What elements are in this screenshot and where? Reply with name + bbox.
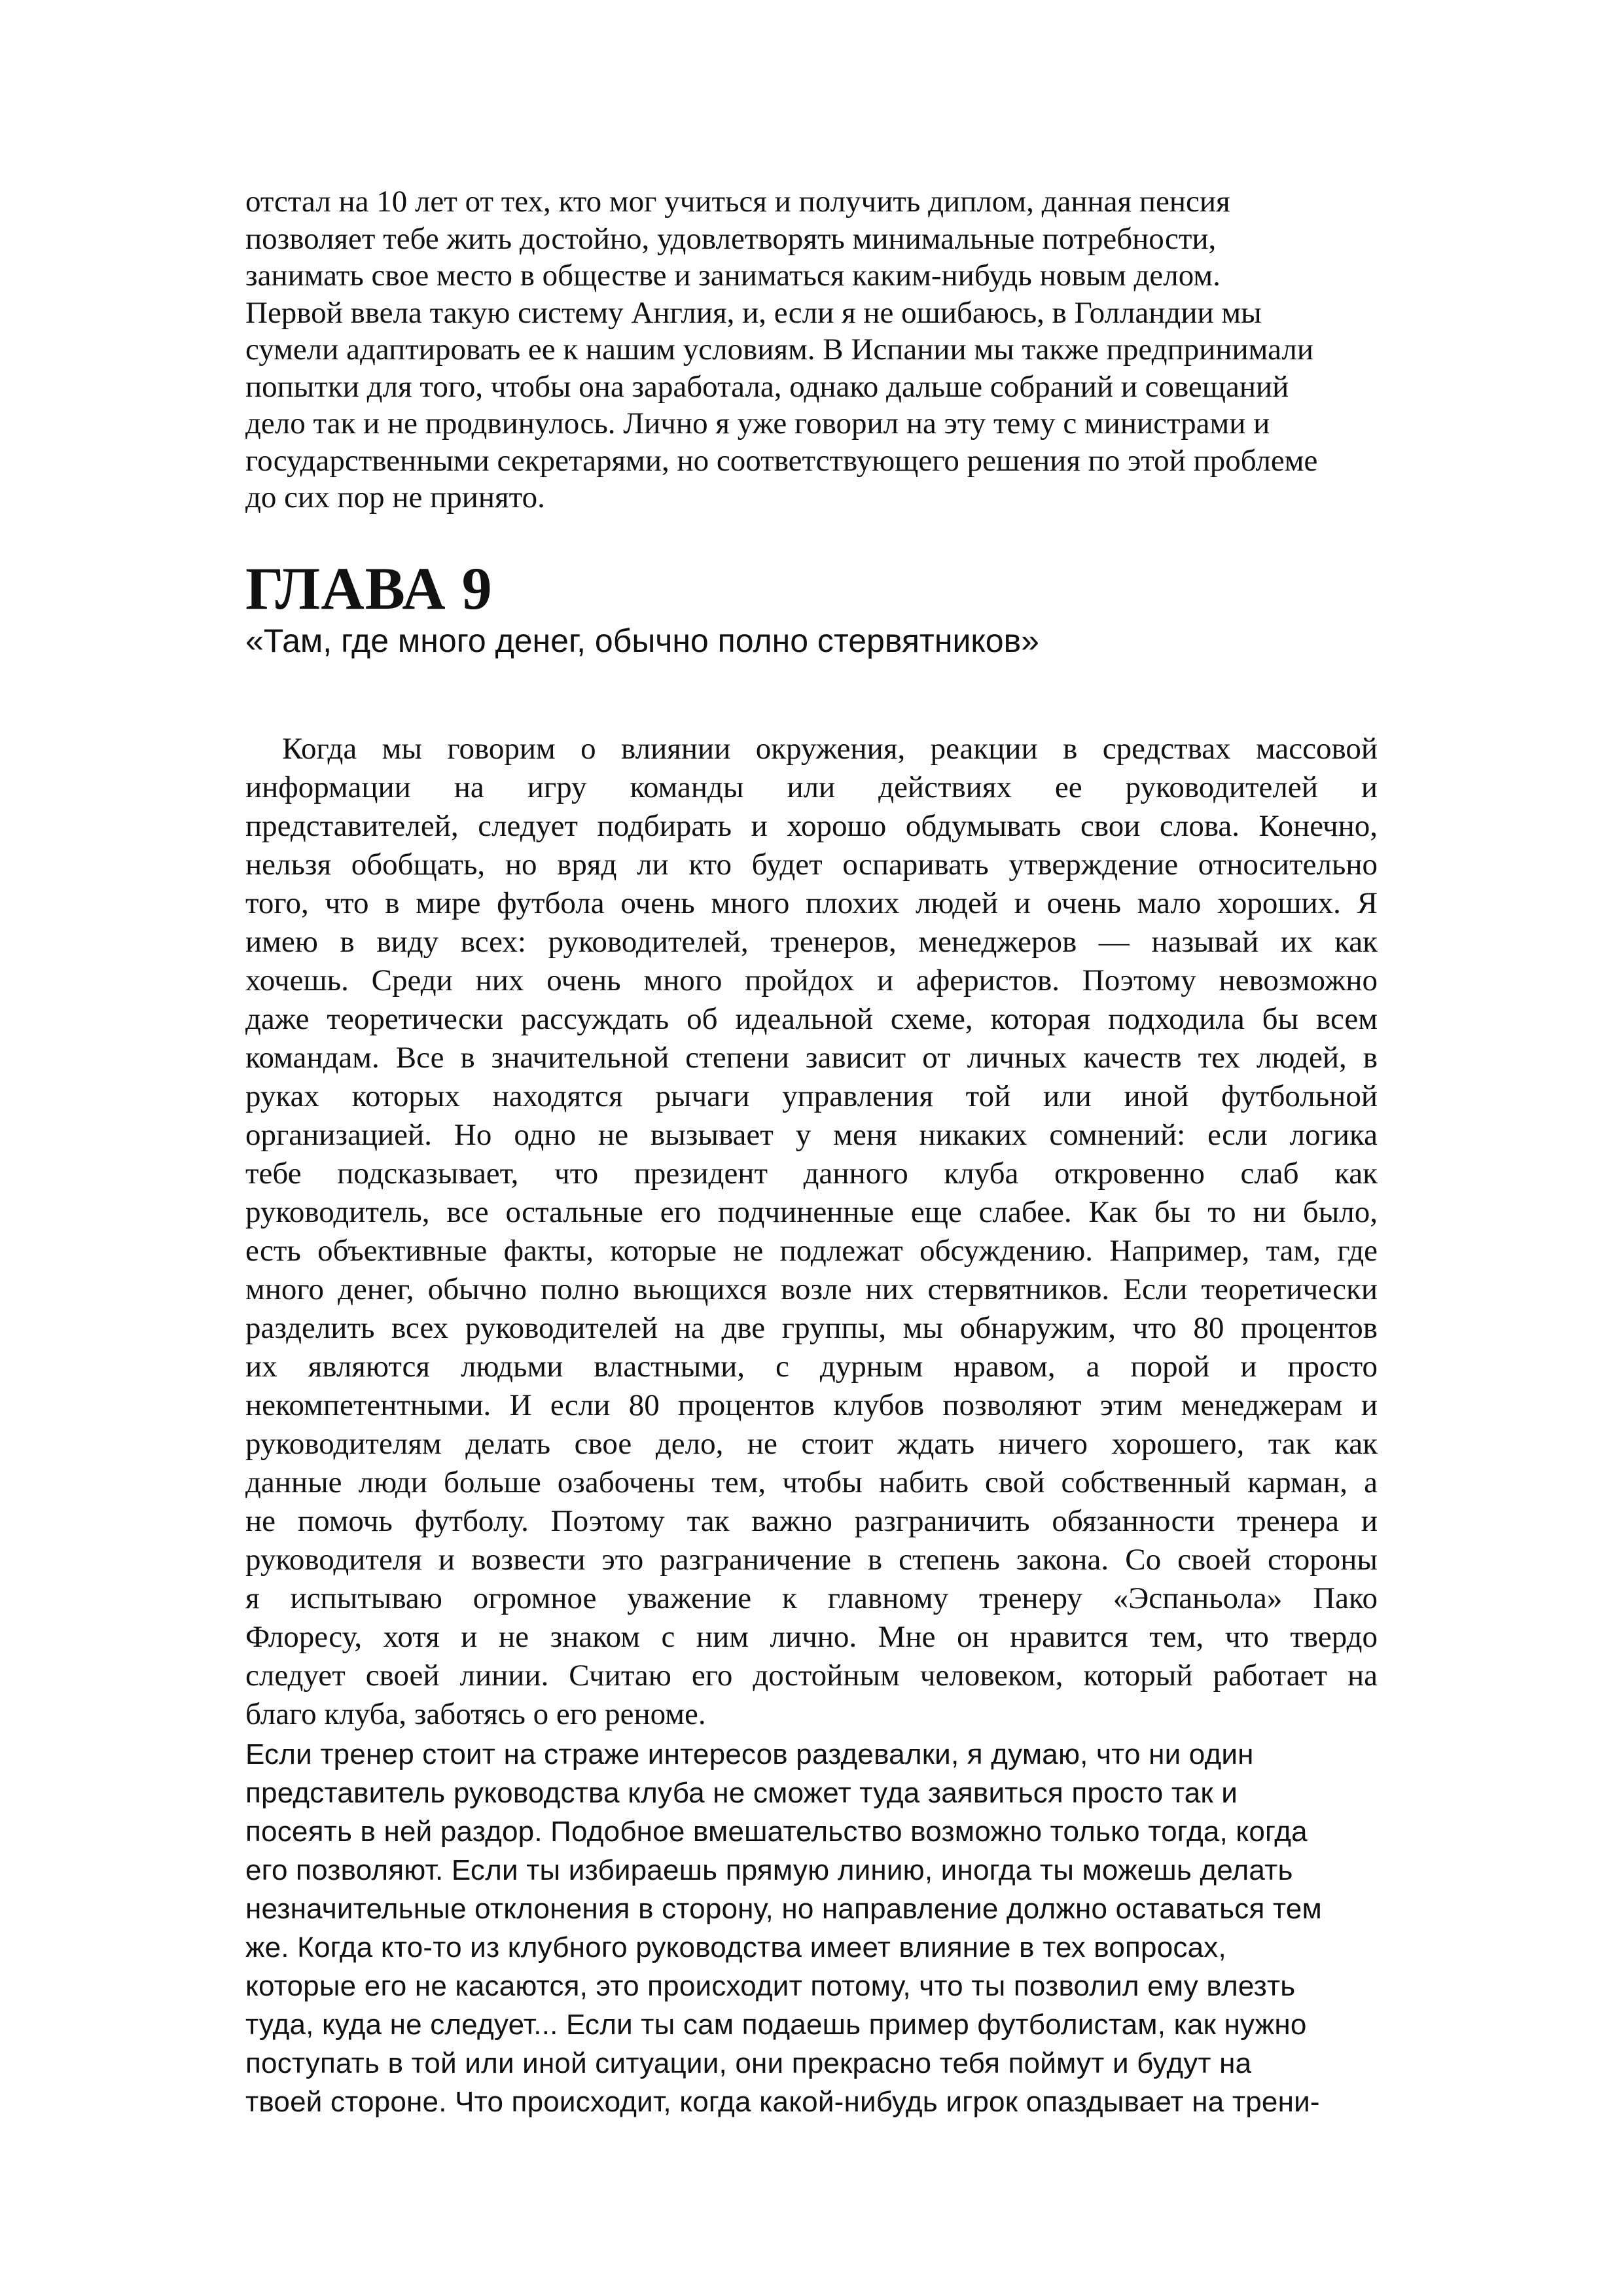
text-line: командам. Все в значительной степени зависит от личных качеств тех людей, в	[245, 1040, 1378, 1075]
text-line: твоей стороне. Что происходит, когда какой-нибудь игрок опаздывает на трени-	[245, 2085, 1320, 2118]
text-line: следует своей линии. Считаю его достойным человеком, который работает на	[245, 1658, 1378, 1693]
text-line: Когда мы говорим о влиянии окружения, реакции в средствах массовой	[282, 731, 1378, 766]
body-paragraph	[245, 730, 1378, 1734]
text-line: дело так и не продвинулось. Лично я уже говорил на эту тему с министрами и	[245, 406, 1270, 440]
text-line: информации на игру команды или действиях ее руководителей и	[245, 770, 1378, 804]
chapter-heading: ГЛАВА 9	[245, 554, 493, 622]
text-line: государственными секретарями, но соответствующего решения по этой проблеме	[245, 443, 1318, 478]
text-line: их являются людьми властными, с дурным нравом, а порой и просто	[245, 1349, 1378, 1384]
text-line: же. Когда кто-то из клубного руководства имеет влияние в тех вопросах,	[245, 1931, 1226, 1964]
text-line: организацией. Но одно не вызывает у меня никаких сомнений: если логика	[245, 1117, 1378, 1152]
text-line: представитель руководства клуба не сможет туда заявиться просто так и	[245, 1776, 1238, 1809]
text-line: руководитель, все остальные его подчиненные еще слабее. Как бы то ни было,	[245, 1194, 1378, 1229]
text-line: его позволяют. Если ты избираешь прямую линию, иногда ты можешь делать	[245, 1854, 1293, 1886]
text-line: руководителя и возвести это разграничение в степень закона. Со своей стороны	[245, 1542, 1378, 1577]
text-line: даже теоретически рассуждать об идеальной схеме, которая подходила бы всем	[245, 1001, 1378, 1036]
text-line: хочешь. Среди них очень много пройдох и аферистов. Поэтому невозможно	[245, 963, 1378, 997]
text-line: позволяет тебе жить достойно, удовлетворять минимальные потребности,	[245, 221, 1217, 256]
document-page	[245, 183, 1378, 2121]
text-line: туда, куда не следует... Если ты сам подаешь пример футболистам, как нужно	[245, 2008, 1307, 2041]
text-line: посеять в ней раздор. Подобное вмешательство возможно только тогда, когда	[245, 1815, 1308, 1848]
text-line: отстал на 10 лет от тех, кто мог учиться и получить диплом, данная пенсия	[245, 185, 1230, 219]
text-line: которые его не касаются, это происходит потому, что ты позволил ему влезть	[245, 1969, 1296, 2002]
text-line: я испытываю огромное уважение к главному тренеру «Эспаньола» Пако	[245, 1581, 1378, 1615]
text-line: сумели адаптировать ее к нашим условиям. В Испании мы также предпринимали	[245, 332, 1313, 367]
text-line: того, что в мире футбола очень много плохих людей и очень мало хороших. Я	[245, 886, 1378, 920]
text-line: есть объективные факты, которые не подлежат обсуждению. Например, там, где	[245, 1233, 1378, 1268]
text-line: представителей, следует подбирать и хорошо обдумывать свои слова. Конечно,	[245, 808, 1378, 843]
text-line: руках которых находятся рычаги управления той или иной футбольной	[245, 1079, 1378, 1113]
text-line: благо клуба, заботясь о его реноме.	[245, 1696, 706, 1731]
text-line: разделить всех руководителей на две группы, мы обнаружим, что 80 процентов	[245, 1310, 1378, 1345]
text-line: много денег, обычно полно вьющихся возле них стервятников. Если теоретически	[245, 1272, 1378, 1306]
text-line: нельзя обобщать, но вряд ли кто будет оспаривать утверждение относительно	[245, 847, 1378, 882]
text-line: Первой ввела такую систему Англия, и, если я не ошибаюсь, в Голландии мы	[245, 295, 1262, 330]
text-line: Флоресу, хотя и не знаком с ним лично. Мне он нравится тем, что твердо	[245, 1619, 1378, 1654]
text-line: некомпетентными. И если 80 процентов клубов позволяют этим менеджерам и	[245, 1388, 1378, 1422]
text-line: руководителям делать свое дело, не стоит ждать ничего хорошего, так как	[245, 1426, 1378, 1461]
text-line: данные люди больше озабочены тем, чтобы набить свой собственный карман, а	[245, 1465, 1378, 1499]
text-line: попытки для того, чтобы она заработала, однако дальше собраний и совещаний	[245, 369, 1289, 404]
intro-paragraph	[245, 183, 1378, 516]
text-line: занимать свое место в обществе и заниматься каким-нибудь новым делом.	[245, 259, 1221, 293]
text-line: имею в виду всех: руководителей, тренеров, менеджеров — называй их как	[245, 924, 1378, 959]
chapter-subtitle: «Там, где много денег, обычно полно стервятников»	[245, 622, 1039, 659]
text-line: незначительные отклонения в сторону, но направление должно оставаться тем	[245, 1892, 1322, 1925]
text-line: не помочь футболу. Поэтому так важно разграничить обязанности тренера и	[245, 1503, 1378, 1538]
text-line: тебе подсказывает, что президент данного клуба откровенно слаб как	[245, 1156, 1378, 1191]
sans-paragraph	[245, 1735, 1378, 2121]
text-line: Если тренер стоит на страже интересов раздевалки, я думаю, что ни один	[245, 1738, 1254, 1770]
text-line: до сих пор не принято.	[245, 480, 545, 514]
text-line: поступать в той или иной ситуации, они прекрасно тебя поймут и будут на	[245, 2047, 1252, 2079]
